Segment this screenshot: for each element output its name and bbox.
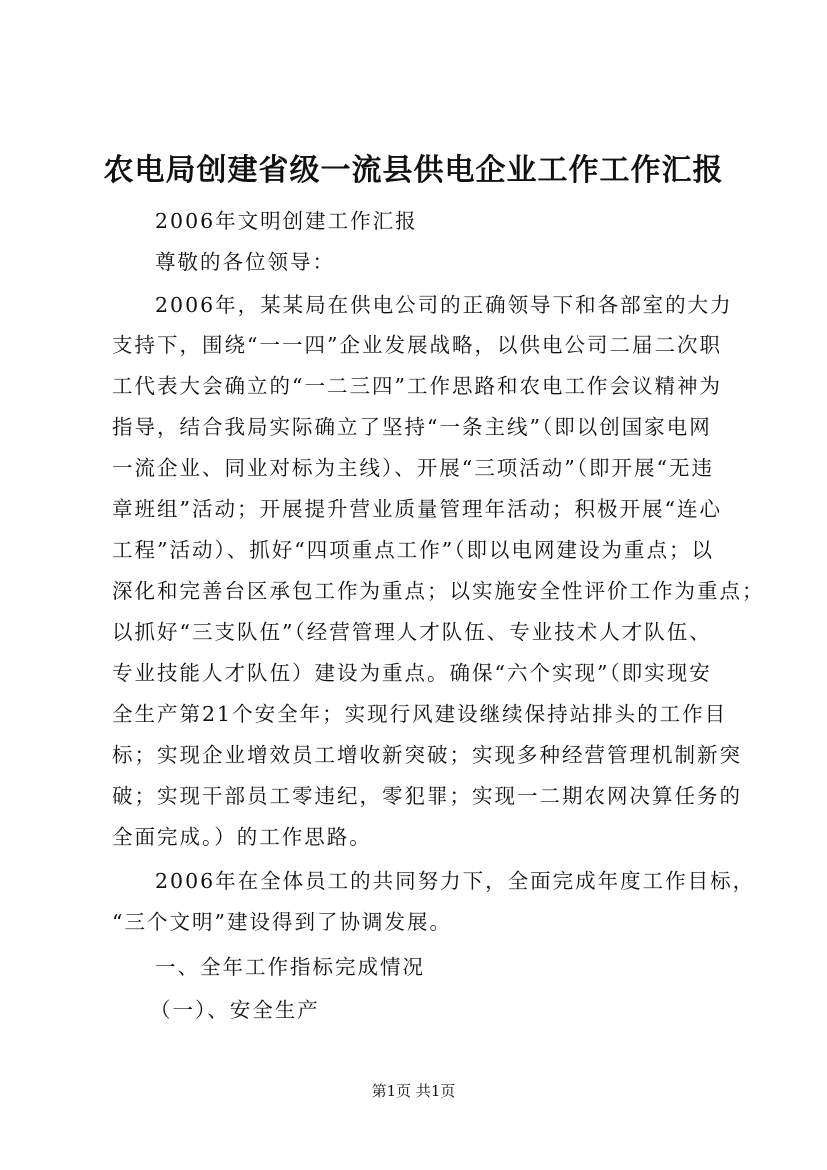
paragraph-line: 一流企业、同业对标为主线）、开展“三项活动”（即开展“无违 [112,456,714,480]
subtitle: 2006年文明创建工作汇报 [155,209,418,233]
paragraph-line: 章班组”活动；开展提升营业质量管理年活动；积极开展“连心 [112,497,722,521]
paragraph-line: 全生产第21个安全年；实现行风建设继续保持站排头的工作目 [112,702,728,726]
paragraph-line: “三个文明”建设得到了协调发展。 [112,910,452,934]
paragraph-line: 深化和完善台区承包工作为重点；以实施安全性评价工作为重点； [112,579,765,603]
paragraph-line: 全面完成。）的工作思路。 [112,825,372,849]
paragraph-line: 指导，结合我局实际确立了坚持“一条主线”（即以创国家电网 [112,415,712,439]
paragraph-line: 专业技能人才队伍）建设为重点。确保“六个实现”（即实现安 [112,661,712,685]
subsection-heading: （一）、安全生产 [150,998,320,1022]
paragraph-line: 标；实现企业增效员工增收新突破；实现多种经营管理机制新突 [112,743,742,767]
paragraph-line: 支持下，围绕“一一四”企业发展战略，以供电公司二届二次职 [112,333,722,357]
paragraph-line: 工代表大会确立的“一二三四”工作思路和农电工作会议精神为 [112,374,722,398]
page-number-footer: 第1页 共1页 [371,1082,456,1100]
salutation: 尊敬的各位领导： [155,250,335,274]
paragraph-line: 工程”活动）、抓好“四项重点工作”（即以电网建设为重点；以 [112,538,714,562]
document-title: 农电局创建省级一流县供电企业工作工作汇报 [103,153,724,188]
section-heading: 一、全年工作指标完成情况 [155,955,425,979]
paragraph-line: 以抓好“三支队伍”（经营管理人才队伍、专业技术人才队伍、 [112,620,712,644]
paragraph-line: 2006年在全体员工的共同努力下，全面完成年度工作目标， [155,869,756,893]
paragraph-line: 2006年，某某局在供电公司的正确领导下和各部室的大力 [155,293,733,317]
paragraph-line: 破；实现干部员工零违纪，零犯罪；实现一二期农网决算任务的 [112,784,742,808]
